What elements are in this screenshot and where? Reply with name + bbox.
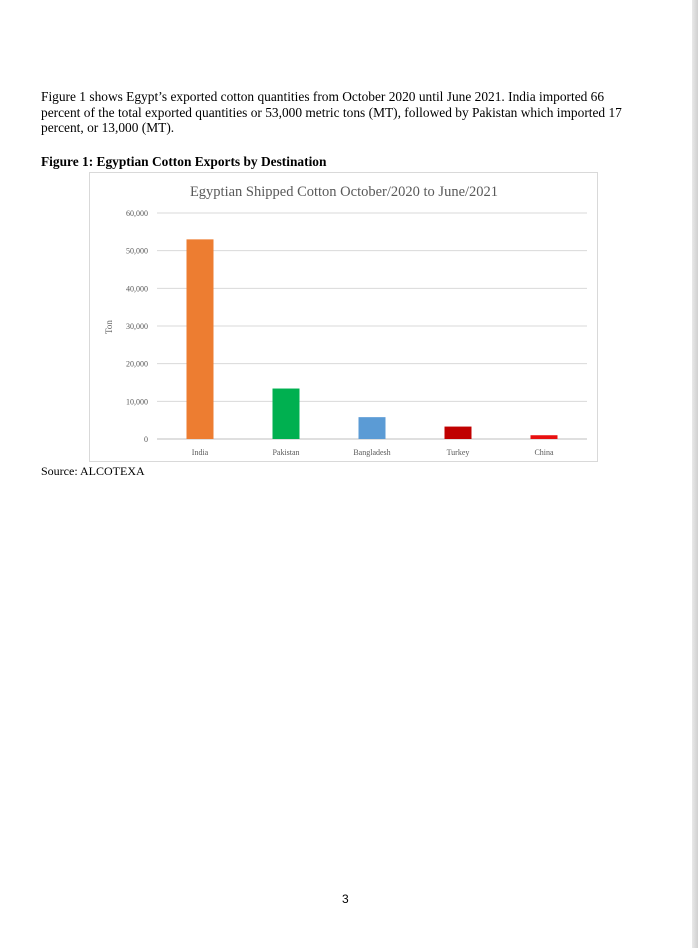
- chart-frame: [89, 172, 598, 462]
- y-tick-label: 10,000: [126, 397, 148, 407]
- bar-china: [531, 435, 558, 439]
- bars: [187, 239, 558, 439]
- bar-bangladesh: [359, 417, 386, 439]
- bar-turkey: [445, 427, 472, 439]
- y-tick-label: 20,000: [126, 359, 148, 369]
- figure-caption: Figure 1: Egyptian Cotton Exports by Destination: [41, 154, 327, 169]
- bar-india: [187, 239, 214, 439]
- bar-pakistan: [273, 389, 300, 439]
- body-paragraph: Figure 1 shows Egypt’s exported cotton quantities from October 2020 until June 2021. India imported 66 percent of the total exported quantities or 53,000 metric tons (MT), followed by Pakistan which imported 17 percent, or 13,000 (MT).: [41, 89, 622, 135]
- y-tick-label: 50,000: [126, 246, 148, 256]
- y-tick-label: 30,000: [126, 322, 148, 331]
- bar-chart: [90, 173, 599, 463]
- x-tick-label: Turkey: [446, 448, 470, 457]
- x-tick-label: Pakistan: [272, 448, 300, 457]
- chart-title: Egyptian Shipped Cotton October/2020 to June/2021: [189, 184, 499, 200]
- page-edge: [692, 0, 698, 948]
- x-tick-label: Bangladesh: [353, 448, 391, 457]
- y-tick-label: 0: [144, 435, 148, 444]
- y-tick-label: 40,000: [126, 284, 148, 294]
- source-note: Source: ALCOTEXA: [41, 464, 145, 478]
- y-tick-label: 60,000: [126, 209, 148, 218]
- gridlines: [157, 213, 587, 439]
- page-number: 3: [342, 892, 349, 906]
- x-tick-label: India: [191, 448, 209, 457]
- y-axis-label: Ton: [104, 320, 114, 334]
- x-tick-label: China: [534, 448, 554, 457]
